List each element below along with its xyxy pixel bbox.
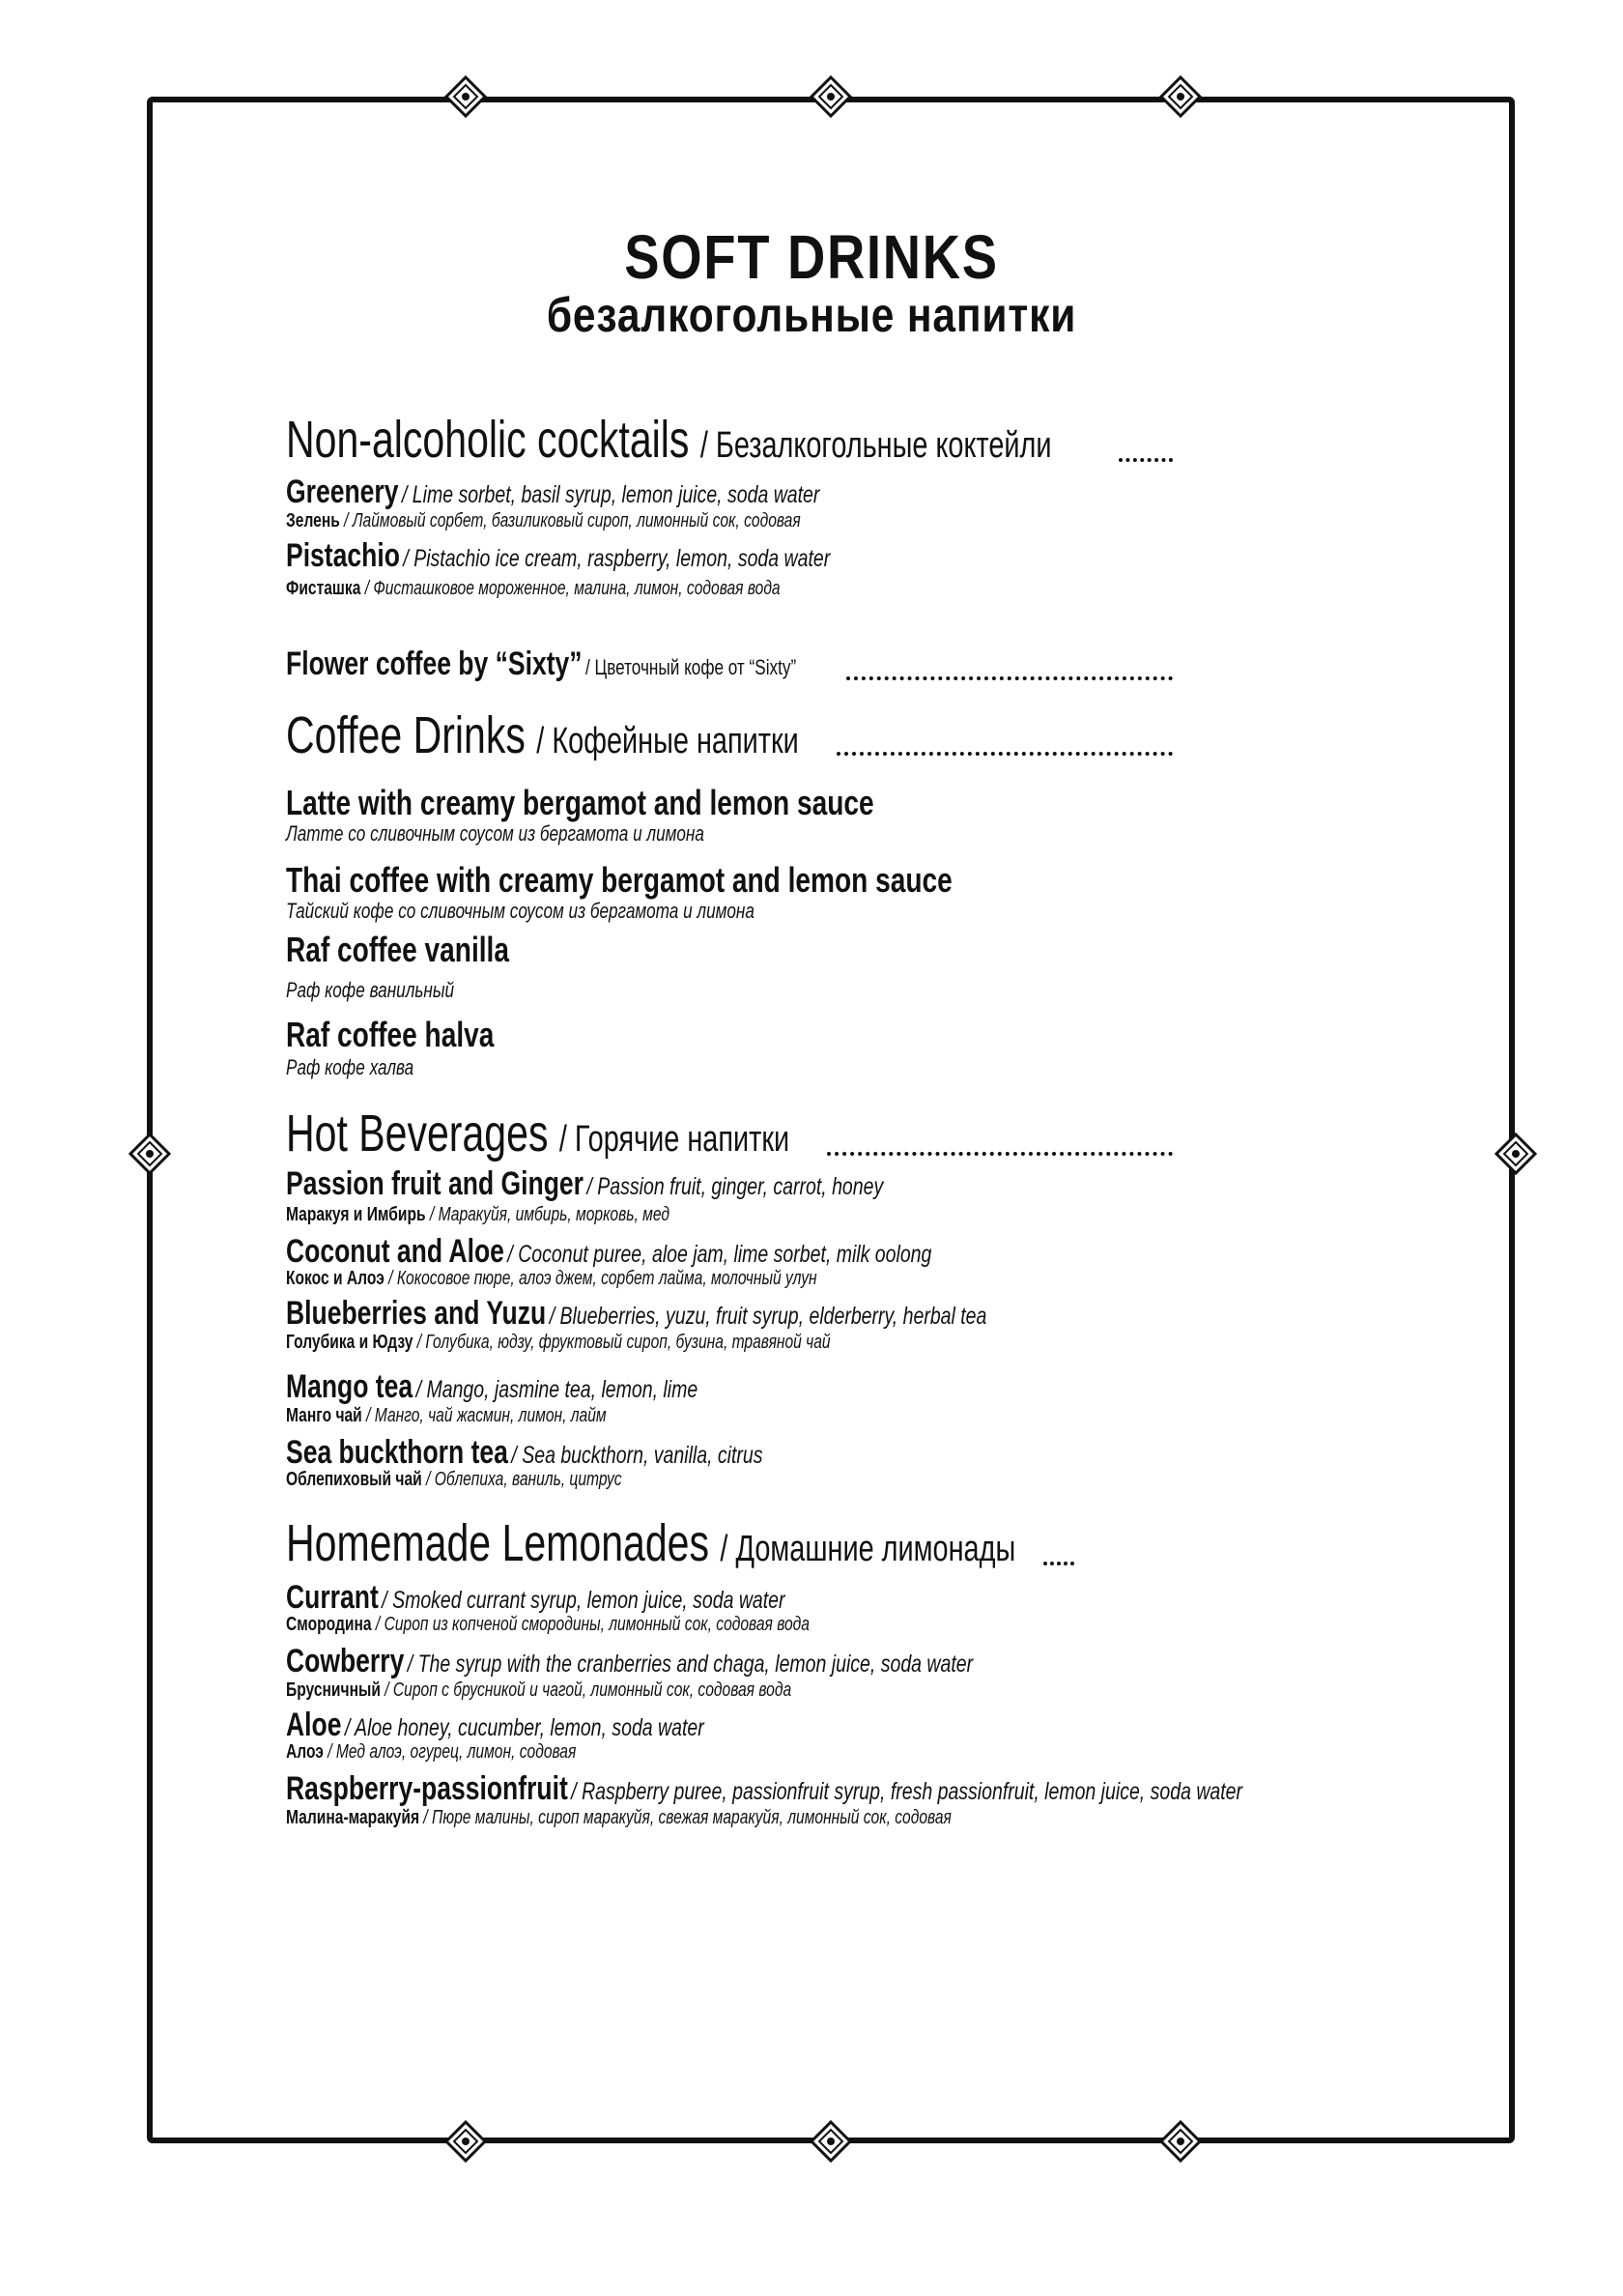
item-name-ru: Брусничный: [286, 1679, 381, 1701]
item-name: Mango tea: [286, 1368, 413, 1405]
item-description: / Aloe honey, cucumber, lemon, soda water: [344, 1714, 704, 1741]
dot-leader: [827, 1152, 1173, 1156]
item-name-ru: Голубика и Юдзу: [286, 1332, 413, 1353]
section-hot-heading: [286, 1104, 789, 1163]
item-name-ru: Маракуя и Имбирь: [286, 1204, 426, 1225]
item-description: / Pistachio ice cream, raspberry, lemon, soda water: [403, 545, 831, 572]
item-name: Cowberry: [286, 1643, 405, 1679]
menu-item: [286, 1707, 704, 1744]
section-title-en: Coffee Drinks: [286, 706, 526, 764]
item-description-ru: / Лаймовый сорбет, базиликовый сироп, лимонный сок, содовая: [344, 510, 801, 531]
flower-coffee-heading: [286, 646, 796, 683]
coffee-item-name: Raf coffee vanilla: [286, 930, 509, 969]
item-description: / Passion fruit, ginger, carrot, honey: [586, 1173, 884, 1200]
section-coffee-heading: [286, 705, 799, 765]
diamond-ornament-icon: [810, 2120, 852, 2163]
section-title-ru: / Домашние лимонады: [720, 1529, 1016, 1569]
section-title-ru: / Безалкогольные коктейли: [699, 425, 1052, 466]
item-description: / Lime sorbet, basil syrup, lemon juice, soda water: [401, 481, 820, 508]
menu-item-ru: [286, 1405, 607, 1427]
item-description: / Sea buckthorn, vanilla, citrus: [511, 1442, 763, 1469]
flower-coffee-title-ru: / Цветочный кофе от “Sixty”: [585, 655, 797, 679]
menu-item: [286, 1165, 883, 1203]
item-description-ru: / Маракуйя, имбирь, морковь, мед: [429, 1204, 669, 1225]
item-name: Coconut and Aloe: [286, 1233, 504, 1270]
title-english: SOFT DRINKS: [624, 222, 999, 292]
item-name-ru: Малина-маракуйя: [286, 1807, 420, 1828]
diamond-ornament-icon: [444, 75, 487, 118]
item-name: Aloe: [286, 1707, 342, 1743]
item-name: Pistachio: [286, 537, 400, 574]
menu-item: [286, 474, 819, 511]
item-description: / Blueberries, yuzu, fruit syrup, elderberry, herbal tea: [549, 1303, 987, 1330]
item-description-ru: / Пюре малины, сироп маракуйя, свежая маракуйя, лимонный сок, содовая: [423, 1807, 952, 1828]
section-title-en: Non-alcoholic cocktails: [286, 411, 690, 469]
menu-item: [286, 1579, 785, 1617]
menu-item: [286, 1643, 973, 1680]
item-description-ru: / Облепиха, ваниль, цитрус: [426, 1469, 622, 1490]
menu-item-ru: [286, 1268, 817, 1290]
flower-coffee-title: Flower coffee by “Sixty”: [286, 646, 583, 682]
diamond-ornament-icon: [1495, 1133, 1537, 1175]
section-cocktails-heading: [286, 410, 1052, 470]
dot-leader: [846, 676, 1173, 680]
dot-leader: [1043, 1562, 1074, 1565]
item-description: / Smoked currant syrup, lemon juice, soda water: [382, 1587, 785, 1614]
item-description-ru: / Фисташковое мороженное, малина, лимон, содовая вода: [364, 578, 781, 599]
coffee-item-name: Thai coffee with creamy bergamot and lemon sauce: [286, 860, 953, 900]
menu-item-ru: [286, 1807, 952, 1829]
item-description: / Raspberry puree, passionfruit syrup, fresh passionfruit, lemon juice, soda water: [571, 1778, 1243, 1805]
menu-item-ru: [286, 510, 801, 532]
section-title-en: Homemade Lemonades: [286, 1514, 710, 1572]
item-name: Blueberries and Yuzu: [286, 1295, 547, 1332]
section-lemonades-heading: [286, 1513, 1015, 1573]
item-description: / The syrup with the cranberries and chaga, lemon juice, soda water: [407, 1650, 974, 1678]
dot-leader: [1119, 458, 1173, 462]
menu-item: [286, 1295, 986, 1333]
dot-leader: [837, 752, 1173, 756]
diamond-ornament-icon: [1159, 2120, 1202, 2163]
coffee-item-ru: Раф кофе ванильный: [286, 978, 455, 1002]
page-title: [0, 224, 1623, 340]
item-description-ru: / Манго, чай жасмин, лимон, лайм: [366, 1405, 607, 1426]
coffee-item-ru: Тайский кофе со сливочным соусом из бергамота и лимона: [286, 899, 755, 923]
menu-item-ru: [286, 1332, 831, 1354]
diamond-ornament-icon: [810, 75, 852, 118]
menu-item: [286, 1233, 931, 1271]
item-name: Currant: [286, 1579, 379, 1616]
item-name-ru: Смородина: [286, 1614, 372, 1635]
item-name: Greenery: [286, 474, 399, 510]
item-description-ru: / Кокосовое пюре, алоэ джем, сорбет лайма, молочный улун: [388, 1268, 817, 1289]
item-description: / Coconut puree, aloe jam, lime sorbet, milk oolong: [507, 1241, 932, 1268]
section-title-en: Hot Beverages: [286, 1105, 549, 1162]
item-name-ru: Кокос и Алоэ: [286, 1268, 384, 1289]
menu-item-ru: [286, 1741, 576, 1764]
title-russian: безалкогольные напитки: [546, 288, 1077, 342]
coffee-item-name: Latte with creamy bergamot and lemon sauce: [286, 783, 874, 822]
item-name: Sea buckthorn tea: [286, 1434, 508, 1471]
item-description-ru: / Голубика, юдзу, фруктовый сироп, бузина, травяной чай: [416, 1332, 831, 1353]
menu-item: [286, 537, 830, 575]
item-name-ru: Зелень: [286, 510, 340, 531]
item-name-ru: Фисташка: [286, 578, 361, 599]
item-description: / Mango, jasmine tea, lemon, lime: [415, 1376, 698, 1403]
menu-item-ru: [286, 1614, 810, 1636]
coffee-item-name: Raf coffee halva: [286, 1015, 495, 1054]
menu-item: [286, 1368, 698, 1406]
item-description-ru: / Мед алоэ, огурец, лимон, содовая: [327, 1741, 577, 1763]
item-name-ru: Манго чай: [286, 1405, 362, 1426]
menu-item: [286, 1434, 763, 1472]
section-title-ru: / Горячие напитки: [558, 1119, 790, 1160]
menu-item-ru: [286, 1469, 622, 1491]
diamond-ornament-icon: [1159, 75, 1202, 118]
menu-item-ru: [286, 578, 781, 600]
item-name: Passion fruit and Ginger: [286, 1165, 584, 1202]
item-name: Raspberry-passionfruit: [286, 1770, 568, 1807]
diamond-ornament-icon: [128, 1133, 171, 1175]
coffee-item-ru: Раф кофе халва: [286, 1055, 414, 1079]
menu-item-ru: [286, 1204, 669, 1226]
item-description-ru: / Сироп с брусникой и чагой, лимонный сок, содовая вода: [384, 1679, 792, 1701]
section-title-ru: / Кофейные напитки: [536, 721, 799, 761]
menu-item-ru: [286, 1679, 791, 1702]
item-description-ru: / Сироп из копченой смородины, лимонный сок, содовая вода: [375, 1614, 810, 1635]
diamond-ornament-icon: [444, 2120, 487, 2163]
item-name-ru: Облепиховый чай: [286, 1469, 422, 1490]
menu-item: [286, 1770, 1242, 1808]
item-name-ru: Алоэ: [286, 1741, 324, 1763]
coffee-item-ru: Латте со сливочным соусом из бергамота и лимона: [286, 821, 704, 846]
